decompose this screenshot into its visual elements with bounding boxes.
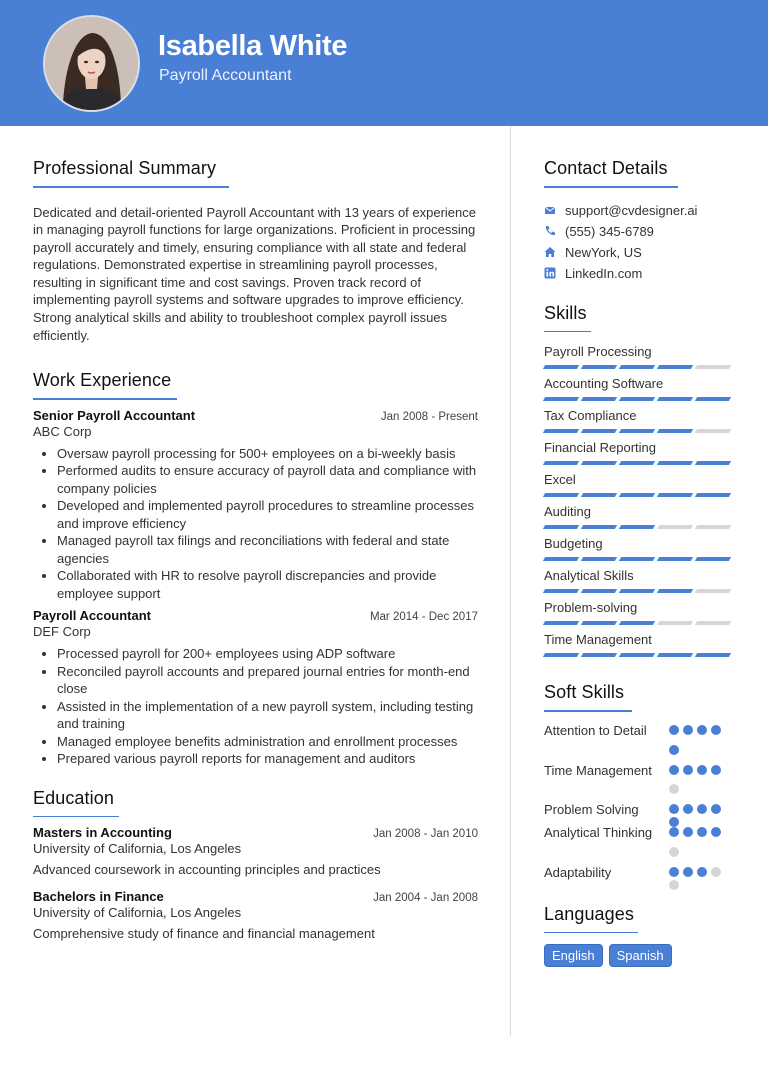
rating-segment — [581, 493, 617, 497]
section-title: Education — [33, 787, 114, 808]
rating-dot — [683, 804, 693, 814]
education-header — [33, 889, 478, 904]
job-header — [33, 408, 478, 423]
rating-segment — [695, 621, 731, 625]
contact-text: LinkedIn.com — [565, 265, 643, 281]
skill-rating-bar — [544, 397, 736, 401]
rating-segment — [543, 525, 579, 529]
skill-item — [544, 600, 736, 632]
rating-segment — [657, 525, 693, 529]
rating-dot — [683, 827, 693, 837]
education-list — [33, 825, 478, 941]
education-entry — [33, 889, 478, 941]
avatar — [43, 15, 140, 112]
skill-item — [544, 536, 736, 568]
soft-skill-rating — [669, 864, 725, 888]
skill-item — [544, 472, 736, 504]
rating-dot — [711, 827, 721, 837]
soft-skill-name: Analytical Thinking — [544, 824, 653, 840]
skill-item — [544, 408, 736, 440]
rating-segment — [543, 461, 579, 465]
skill-name: Budgeting — [544, 536, 603, 551]
rating-dot — [697, 765, 707, 775]
job-entry — [33, 408, 478, 603]
contact-text: (555) 345-6789 — [565, 223, 654, 239]
rating-dot — [711, 804, 721, 814]
contact-item[interactable] — [544, 200, 736, 221]
section-title: Soft Skills — [544, 682, 625, 702]
rating-dot — [697, 804, 707, 814]
rating-segment — [657, 461, 693, 465]
job-header — [33, 608, 478, 623]
job-entry — [33, 608, 478, 768]
rating-dot — [669, 867, 679, 877]
job-date: Jan 2008 - Present — [380, 410, 478, 423]
section-title: Work Experience — [33, 370, 172, 391]
section-rule — [33, 816, 119, 818]
languages-list — [544, 944, 736, 967]
header-banner — [0, 0, 768, 126]
rating-dot — [711, 725, 721, 735]
education-date: Jan 2004 - Jan 2008 — [373, 892, 478, 905]
rating-segment — [619, 589, 655, 593]
section-title: Languages — [544, 903, 634, 924]
rating-segment — [657, 365, 693, 369]
section-title: Contact Details — [544, 158, 668, 178]
sidebar-column — [544, 158, 736, 967]
soft-skill-rating — [669, 762, 725, 801]
contact-item[interactable] — [544, 263, 736, 284]
section-rule — [544, 186, 678, 188]
phone-icon — [544, 225, 556, 237]
rating-segment — [619, 493, 655, 497]
section-rule — [544, 710, 632, 712]
education-date: Jan 2008 - Jan 2010 — [373, 828, 478, 841]
education-description: Comprehensive study of finance and financial management — [33, 926, 375, 942]
rating-segment — [581, 429, 617, 433]
linkedin-icon — [544, 267, 556, 279]
skills-list — [544, 344, 736, 664]
skill-name: Excel — [544, 472, 576, 487]
skill-rating-bar — [544, 461, 736, 465]
contact-text: NewYork, US — [565, 244, 642, 260]
rating-dot — [683, 765, 693, 775]
degree-title: Masters in Accounting — [33, 825, 172, 841]
rating-segment — [543, 365, 579, 369]
skill-name: Problem-solving — [544, 600, 638, 615]
rating-dot — [697, 867, 707, 877]
rating-segment — [695, 589, 731, 593]
rating-segment — [619, 525, 655, 529]
soft-skill-rating — [669, 824, 725, 864]
section-rule — [33, 398, 177, 400]
work-experience-list — [33, 408, 478, 768]
education-header — [33, 825, 478, 840]
soft-skill-item — [544, 824, 736, 864]
skill-item — [544, 568, 736, 600]
section-rule — [33, 186, 229, 188]
job-date: Mar 2014 - Dec 2017 — [369, 611, 478, 624]
rating-segment — [657, 589, 693, 593]
job-company: DEF Corp — [33, 624, 91, 640]
language-badge: Spanish — [609, 944, 672, 967]
skill-name: Analytical Skills — [544, 568, 634, 583]
degree-title: Bachelors in Finance — [33, 889, 164, 905]
soft-skill-item — [544, 801, 736, 824]
main-column — [33, 158, 478, 941]
rating-segment — [695, 461, 731, 465]
job-bullet: • Reconciled payroll accounts and prepared journal entries for month-end close — [57, 663, 478, 698]
rating-segment — [619, 429, 655, 433]
rating-segment — [657, 621, 693, 625]
skills-section-header — [544, 303, 591, 333]
rating-dot — [669, 880, 679, 890]
job-bullet: • Oversaw payroll processing for 500+ employees on a bi-weekly basis — [57, 445, 478, 463]
education-description: Advanced coursework in accounting principles and practices — [33, 862, 381, 878]
skill-name: Tax Compliance — [544, 408, 637, 423]
rating-segment — [543, 653, 579, 657]
profile-photo — [45, 17, 138, 110]
skill-rating-bar — [544, 653, 736, 657]
rating-segment — [543, 493, 579, 497]
rating-dot — [711, 765, 721, 775]
rating-dot — [669, 765, 679, 775]
job-bullet: • Managed payroll tax filings and reconciliations with federal and state agencies — [57, 532, 478, 567]
contact-item[interactable] — [544, 242, 736, 263]
rating-segment — [543, 397, 579, 401]
skill-item — [544, 344, 736, 376]
skill-name: Accounting Software — [544, 376, 664, 391]
language-badge: English — [544, 944, 603, 967]
soft-skills-list — [544, 722, 736, 888]
rating-segment — [695, 397, 731, 401]
rating-segment — [619, 461, 655, 465]
rating-dot — [669, 745, 679, 755]
soft-skill-rating — [669, 722, 725, 762]
job-bullet: • Prepared various payroll reports for management and auditors — [57, 750, 478, 768]
rating-segment — [695, 493, 731, 497]
job-company: ABC Corp — [33, 423, 92, 439]
rating-segment — [695, 525, 731, 529]
skill-name: Payroll Processing — [544, 344, 652, 359]
languages-section-header — [544, 904, 638, 934]
rating-segment — [695, 557, 731, 561]
rating-segment — [695, 365, 731, 369]
job-bullet: • Assisted in the implementation of a new payroll system, including testing and training — [57, 698, 478, 733]
skill-rating-bar — [544, 429, 736, 433]
summary-section — [33, 158, 229, 179]
rating-segment — [619, 557, 655, 561]
skill-rating-bar — [544, 589, 736, 593]
rating-segment — [581, 557, 617, 561]
rating-dot — [669, 827, 679, 837]
candidate-role: Payroll Accountant — [159, 67, 292, 84]
skill-item — [544, 504, 736, 536]
contact-list — [544, 200, 736, 284]
rating-segment — [543, 621, 579, 625]
job-bullet: • Collaborated with HR to resolve payroll discrepancies and provide employee support — [57, 567, 478, 602]
skill-rating-bar — [544, 621, 736, 625]
rating-segment — [581, 397, 617, 401]
job-title: Payroll Accountant — [33, 608, 151, 624]
rating-segment — [543, 589, 579, 593]
skill-rating-bar — [544, 493, 736, 497]
rating-segment — [657, 429, 693, 433]
job-bullets — [33, 445, 478, 603]
soft-skill-name: Time Management — [544, 762, 652, 778]
skill-name: Financial Reporting — [544, 440, 657, 455]
skill-rating-bar — [544, 557, 736, 561]
rating-segment — [695, 653, 731, 657]
rating-segment — [695, 429, 731, 433]
education-entry — [33, 825, 478, 877]
section-rule — [544, 932, 638, 934]
skill-item — [544, 376, 736, 408]
job-bullets — [33, 645, 478, 768]
rating-dot — [669, 847, 679, 857]
soft-skill-item — [544, 762, 736, 801]
rating-segment — [543, 429, 579, 433]
candidate-name: Isabella White — [158, 30, 348, 62]
rating-segment — [619, 621, 655, 625]
column-divider — [510, 126, 511, 1036]
contact-text: support@cvdesigner.ai — [565, 202, 698, 218]
school-name: University of California, Los Angeles — [33, 905, 242, 921]
soft-skill-name: Adaptability — [544, 864, 612, 880]
contact-section-header — [544, 158, 678, 188]
rating-segment — [619, 397, 655, 401]
rating-segment — [657, 493, 693, 497]
rating-dot — [711, 867, 721, 877]
section-title: Skills — [544, 302, 587, 323]
rating-dot — [683, 867, 693, 877]
soft-skill-rating — [669, 801, 725, 824]
job-title: Senior Payroll Accountant — [33, 407, 196, 423]
work-section-header — [33, 370, 177, 400]
rating-dot — [669, 725, 679, 735]
rating-segment — [543, 557, 579, 561]
skill-rating-bar — [544, 365, 736, 369]
rating-dot — [697, 725, 707, 735]
home-icon — [544, 246, 556, 258]
rating-dot — [669, 804, 679, 814]
rating-dot — [669, 784, 679, 794]
summary-text: Dedicated and detail-oriented Payroll Accountant with 13 years of experience in managing payroll functions for large organizations. Proficient in processing payroll accurately and timely, ensuring compliance with all state and federal regulations. Demonstrated expertise in streamlining payroll processes, resulting in significant time and cost savings. Proven track record of implementing payroll systems and software upgrades to improve efficiency. Strong analytical skills and ability to troubleshoot complex payroll issues efficiently. — [33, 204, 476, 343]
section-title: Professional Summary — [33, 158, 217, 178]
envelope-icon — [544, 204, 556, 216]
rating-segment — [581, 589, 617, 593]
skill-name: Auditing — [544, 504, 591, 519]
skill-item — [544, 440, 736, 472]
rating-segment — [581, 461, 617, 465]
rating-segment — [581, 653, 617, 657]
rating-segment — [657, 653, 693, 657]
rating-dot — [697, 827, 707, 837]
education-section-header — [33, 788, 119, 818]
rating-dot — [683, 725, 693, 735]
soft-skill-name: Attention to Detail — [544, 722, 647, 738]
rating-segment — [619, 653, 655, 657]
soft-skill-item — [544, 864, 736, 888]
skill-item — [544, 632, 736, 664]
rating-segment — [581, 621, 617, 625]
rating-segment — [581, 525, 617, 529]
soft-skills-section-header — [544, 682, 632, 712]
soft-skill-name: Problem Solving — [544, 801, 639, 817]
job-bullet: • Processed payroll for 200+ employees using ADP software — [57, 645, 478, 663]
job-bullet: • Managed employee benefits administration and enrollment processes — [57, 733, 478, 751]
rating-segment — [657, 557, 693, 561]
soft-skill-item — [544, 722, 736, 762]
school-name: University of California, Los Angeles — [33, 841, 242, 857]
skill-rating-bar — [544, 525, 736, 529]
skill-name: Time Management — [544, 632, 652, 647]
rating-segment — [619, 365, 655, 369]
rating-segment — [581, 365, 617, 369]
section-rule — [544, 331, 591, 333]
job-bullet: • Performed audits to ensure accuracy of payroll data and compliance with company policies — [57, 462, 478, 497]
job-bullet: • Developed and implemented payroll procedures to streamline processes and improve efficiency — [57, 497, 478, 532]
rating-segment — [657, 397, 693, 401]
contact-item[interactable] — [544, 221, 736, 242]
